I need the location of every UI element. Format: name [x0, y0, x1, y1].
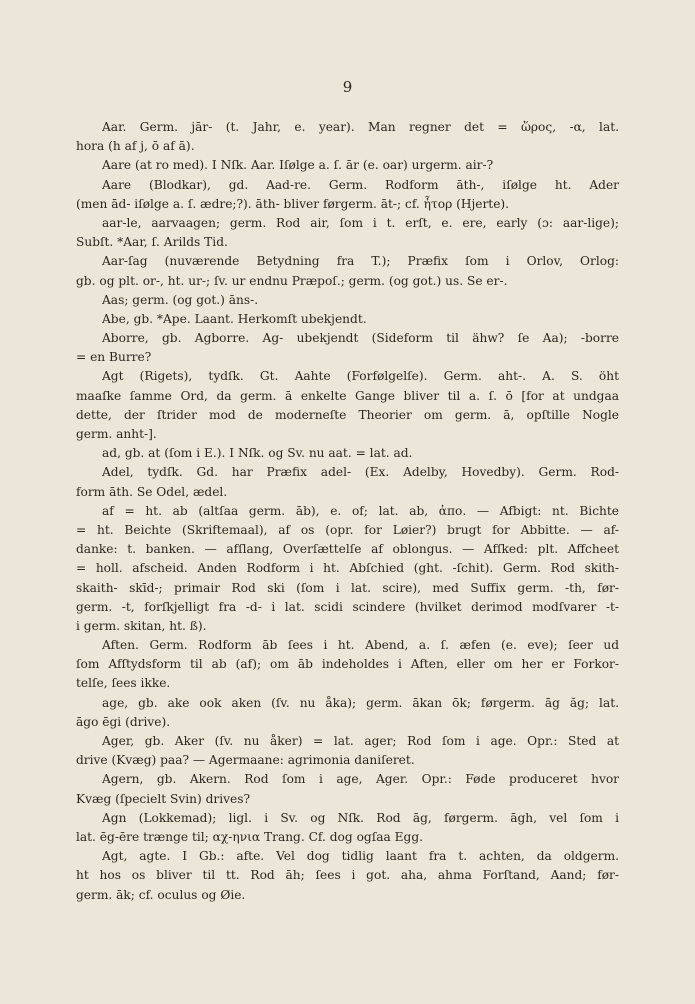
text-line: maaſke ſamme Ord, da germ. ā enkelte Gange bliver til a. ſ. ō [for at undgaa [76, 388, 619, 403]
text-line: af = ht. ab (altſaa germ. āb), e. of; lat. ab, ἀπο. — Afbigt: nt. Bichte [102, 503, 619, 518]
text-line: ſom Afſtydsform til ab (af); om āb indeholdes i Aften, eller om her er Forkor- [76, 657, 619, 672]
text-line: Kvæg (ſpecielt Svin) drives? [76, 791, 251, 806]
text-line: Abe, gb. *Ape. Laant. Herkomſt ubekjendt. [102, 311, 367, 326]
text-line: dette, der ſtrider mod de moderneſte Theorier om germ. ā, opſtille Nogle [76, 407, 619, 422]
text-line: aar-le, aarvaagen; germ. Rod air, ſom i t. erſt, e. ere, early (ɔ: aar-lige); [102, 215, 619, 230]
text-line: Aar. Germ. jār- (t. Jahr, e. year). Man regner det = ὥρος, -α, lat. [102, 120, 619, 134]
text-line: telſe, ſees ikke. [76, 676, 171, 691]
text-line: Agn (Lokkemad); ligl. i Sv. og Nſk. Rod āg, førgerm. āgh, vel ſom i [102, 810, 619, 825]
text-line: (men ād- iſølge a. ſ. ædre;?). āth- bliver førgerm. āt-; cf. ἦτορ (Hjerte). [76, 196, 510, 211]
text-line: i germ. skitan, ht. ß). [76, 618, 207, 633]
text-line: Ager, gb. Aker (ſv. nu åker) = lat. ager; Rod ſom i age. Opr.: Sted at [102, 734, 619, 748]
text-line: ad, gb. at (ſom i E.). I Nſk. og Sv. nu aat. = lat. ad. [102, 446, 413, 461]
text-line: Agt (Rigets), tydſk. Gt. Aahte (Forfølgelſe). Germ. aht-. A. S. öht [102, 369, 619, 384]
text-line: = en Burre? [76, 350, 152, 365]
text-line: Aar-ſag (nuværende Betydning fra T.); Præfix ſom i Orlov, Orlog: [102, 254, 619, 269]
text-line: age, gb. ake ook aken (ſv. nu åka); germ. ākan ōk; førgerm. āg ăg; lat. [102, 695, 619, 710]
text-line: Aborre, gb. Agborre. Ag- ubekjendt (Sideform til ähw? ſe Aa); -borre [102, 331, 619, 346]
text-line: skaith- skīd-; primair Rod ski (ſom i lat. scire), med Suffix germ. -th, før- [76, 580, 619, 595]
text-line: gb. og plt. or-, ht. ur-; ſv. ur endnu Præpoſ.; germ. (og got.) us. Se er-. [76, 273, 508, 288]
text-line: drive (Kvæg) paa? — Agermaane: agrimonia daniſeret. [76, 753, 415, 768]
text-line: Aften. Germ. Rodform āb ſees i ht. Abend, a. ſ. æfen (e. eve); ſeer ud [102, 638, 619, 653]
page-number: 9 [342, 78, 353, 96]
text-line: form āth. Se Odel, ædel. [76, 484, 228, 499]
text-line: ht hos os bliver til tt. Rod āh; ſees i got. aha, ahma Forſtand, Aand; før- [76, 868, 619, 883]
text-line: Aare (Blodkar), gd. Aad-re. Germ. Rodform āth-, iſølge ht. Ader [102, 177, 619, 192]
text-line: = ht. Beichte (Skriftemaal), af os (opr. for Løier?) brugt for Abbitte. — af- [76, 522, 619, 537]
text-line: germ. anht-]. [76, 427, 157, 441]
text-line: hora (h af j, ō af ā). [76, 139, 195, 154]
text-line: Adel, tydſk. Gd. har Præfix adel- (Ex. Adelby, Hovedby). Germ. Rod- [102, 465, 619, 480]
text-line: lat. ēg-ēre trænge til; αχ-ηνια Trang. Cf. dog ogſaa Egg. [76, 829, 423, 844]
text-line: Agern, gb. Akern. Rod ſom i age, Ager. Opr.: Føde produceret hvor [102, 772, 619, 787]
text-line: Aare (at ro med). I Nſk. Aar. Iſølge a. ſ. ār (e. oar) urgerm. air-? [102, 158, 494, 173]
text-line: danke: t. banken. — afſlang, Overſættelſe af oblongus. — Afſked: plt. Affcheet [76, 542, 619, 557]
text-line: Agt, agte. I Gb.: afte. Vel dog tidlig laant fra t. achten, da oldgerm. [102, 849, 619, 864]
text-line: Aas; germ. (og got.) āns-. [102, 292, 259, 307]
dictionary-text [76, 118, 619, 905]
text-line: germ. āk; cf. oculus og Øie. [76, 887, 246, 902]
text-line: Subſt. *Aar, ſ. Arilds Tid. [76, 235, 228, 250]
text-line: = holl. afscheid. Anden Rodform i ht. Abſchied (ght. -ſchit). Germ. Rod skith- [76, 561, 619, 576]
text-line: āgo ēgi (drive). [76, 714, 171, 729]
text-line: germ. -t, forſkjelligt fra -d- i lat. scidi scindere (hvilket derimod modſvarer -t- [76, 599, 619, 614]
